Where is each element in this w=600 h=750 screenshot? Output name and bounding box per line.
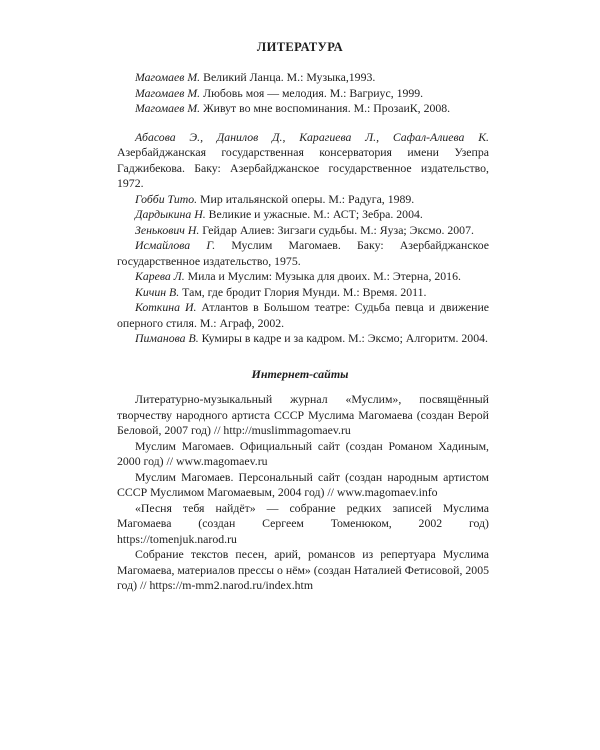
entry-author: Дардыкина Н. <box>135 207 206 221</box>
website-entry: Собрание текстов песен, арий, романсов из репертуара Муслима Магомаева, материалов прессы о нём» (создан Наталией Фетисовой, 2005 год) // https://m-mm2.narod.ru/index.htm <box>117 547 489 592</box>
bibliography-entry <box>117 86 489 102</box>
bibliography-entry <box>117 192 489 208</box>
entry-text: Великие и ужасные. М.: АСТ; Зебра. 2004. <box>205 207 423 221</box>
entry-author: Гобби Тито. <box>135 191 198 206</box>
entry-text: Кумиры в кадре и за кадром. М.: Эксмо; Алгоритм. 2004. <box>198 331 488 345</box>
bibliography-entry <box>117 238 489 269</box>
entry-text: Атлантов в Большом театре: Судьба певца и движение оперного стиля. М.: Аграф, 2002. <box>117 300 490 330</box>
bibliography-entry <box>117 223 489 239</box>
entry-text: Любовь моя — мелодия. М.: Вагриус, 1999. <box>200 85 424 100</box>
bibliography-entry <box>117 331 489 347</box>
entry-author: Карева Л. <box>135 269 185 283</box>
entry-author: Исмайлова Г. <box>135 238 216 252</box>
bibliography-list <box>117 70 489 347</box>
entry-text: Гейдар Алиев: Зигзаги судьбы. М.: Яуза; Эксмо. 2007. <box>199 222 474 237</box>
entry-author: Пиманова В. <box>135 331 199 345</box>
website-list <box>117 392 489 594</box>
bibliography-entry <box>117 130 489 192</box>
entry-author: Коткина И. <box>135 300 197 314</box>
entry-text: Азербайджанская государственная консерватория имени Узепра Гаджибекова. Баку: Азербайджанское государственное издательство, 1972. <box>117 145 489 190</box>
bibliography-entry <box>117 285 489 301</box>
bibliography-entry <box>117 207 489 223</box>
bibliography-entry <box>117 101 489 117</box>
entry-author: Зенькович Н. <box>135 222 200 237</box>
entry-text: Живут во мне воспоминания. М.: ПрозаиК, 2008. <box>200 101 451 115</box>
website-entry: «Песня тебя найдёт» — собрание редких записей Муслима Магомаева (создан Сергеем Томенюком, 2002 год) https://tomenjuk.narod.ru <box>117 500 489 546</box>
entry-author: Кичин В. <box>135 284 180 299</box>
entry-text: Муслим Магомаев. Баку: Азербайджанское государственное издательство, 1975. <box>117 238 489 268</box>
section-subtitle: Интернет-сайты <box>251 367 349 381</box>
website-entry: Литературно-музыкальный журнал «Муслим», посвящённый творчеству народного артиста СССР Муслима Магомаева (создан Верой Беловой, 2007 год) // http://muslimmagomaev.ru <box>117 392 489 437</box>
page-title: ЛИТЕРАТУРА <box>256 40 344 54</box>
website-entry: Муслим Магомаев. Персональный сайт (создан народным артистом СССР Муслимом Магомаевым, 2004 год) // www.magomaev.info <box>117 469 489 499</box>
group-spacer <box>117 117 489 130</box>
entry-author: Абасова Э., Данилов Д., Карагиева Л., Сафал-Алиева К. <box>135 129 489 144</box>
entry-text: Мир итальянской оперы. М.: Радуга, 1989. <box>197 191 415 206</box>
bibliography-entry <box>117 269 489 285</box>
entry-text: Мила и Муслим: Музыка для двоих. М.: Этерна, 2016. <box>184 269 461 283</box>
entry-author: Магомаев М. <box>135 85 201 100</box>
entry-author: Магомаев М. <box>135 101 201 115</box>
entry-author: Магомаев М. <box>135 70 201 84</box>
entry-text: Там, где бродит Глория Мунди. М.: Время. 2011. <box>179 284 427 299</box>
website-entry: Муслим Магомаев. Официальный сайт (создан Романом Хадиным, 2000 год) // www.magomaev.ru <box>117 438 489 468</box>
entry-text: Великий Ланца. М.: Музыка,1993. <box>200 70 376 84</box>
bibliography-entry <box>117 70 489 86</box>
bibliography-entry <box>117 300 489 331</box>
